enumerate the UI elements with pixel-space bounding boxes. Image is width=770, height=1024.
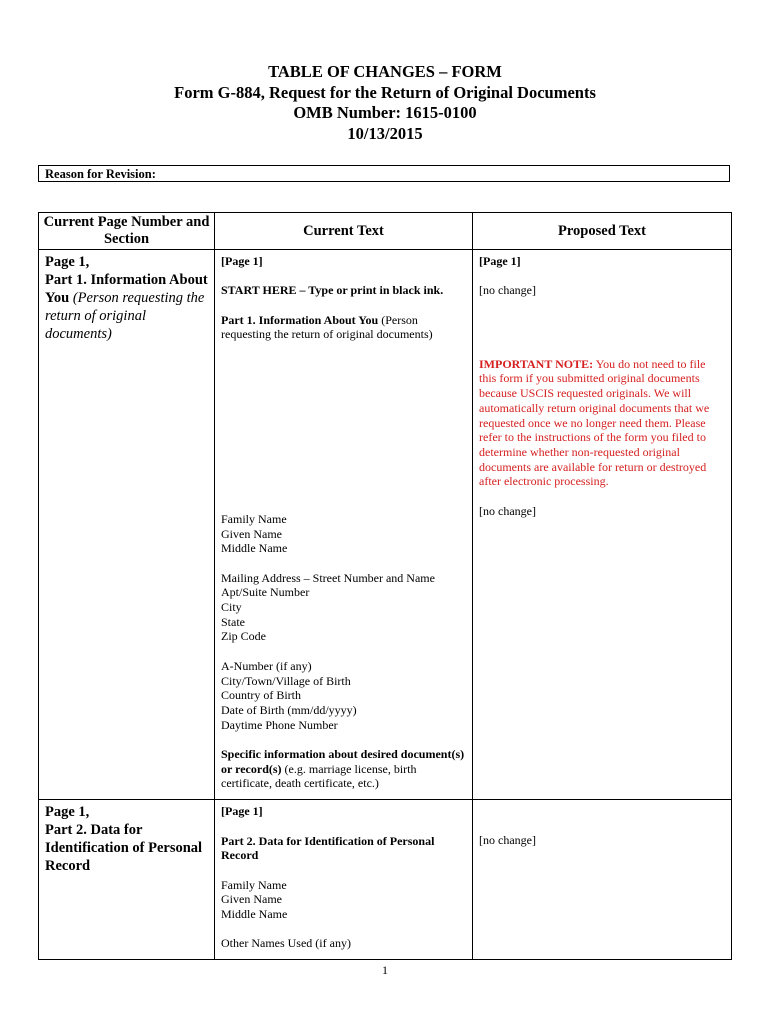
list-item: Zip Code — [221, 629, 266, 644]
doc-title: TABLE OF CHANGES – FORM — [268, 62, 502, 81]
current-text-cell — [215, 250, 473, 800]
col-header-current: Current Text — [215, 213, 473, 250]
list-item: Middle Name — [221, 907, 288, 922]
no-change-label: [no change] — [479, 283, 536, 298]
section-subtitle: (Person requesting the return of original documents) — [45, 290, 205, 342]
col-header-proposed: Proposed Text — [473, 213, 732, 250]
section-page: Page 1, — [45, 804, 90, 821]
list-item: Given Name — [221, 526, 282, 541]
other-names-line: Other Names Used (if any) — [221, 936, 351, 951]
list-item: City/Town/Village of Birth — [221, 673, 351, 688]
section-page: Page 1, — [45, 254, 90, 270]
section-cell — [39, 250, 215, 800]
list-item: Country of Birth — [221, 688, 301, 703]
list-item: Family Name — [221, 511, 287, 526]
list-item: Family Name — [221, 877, 287, 892]
specific-info-block — [221, 747, 466, 791]
list-item: City — [221, 600, 242, 615]
list-item: Daytime Phone Number — [221, 717, 338, 732]
omb-number: OMB Number: 1615-0100 — [293, 103, 477, 122]
section-cell — [39, 800, 215, 960]
address-block — [221, 571, 466, 645]
list-item: Mailing Address – Street Number and Name — [221, 570, 435, 585]
current-text-cell — [215, 800, 473, 960]
changes-table — [38, 212, 732, 960]
list-item: State — [221, 614, 245, 629]
spacer — [221, 357, 466, 512]
current-page-tag: [Page 1] — [221, 804, 263, 819]
spacer — [479, 313, 725, 357]
part1-heading-bold: Part 1. Information About You — [221, 312, 379, 327]
spacer — [479, 804, 725, 833]
reason-for-revision-box — [38, 165, 730, 182]
table-row — [39, 800, 732, 960]
specific-info-bold: Specific information about desired document(s) or record(s) — [221, 747, 465, 776]
proposed-text-cell — [473, 800, 732, 960]
part2-heading: Part 2. Data for Identification of Personal Record — [221, 833, 435, 863]
start-here-text: START HERE – Type or print in black ink. — [221, 283, 444, 298]
page-number: 1 — [382, 963, 388, 977]
list-item: Middle Name — [221, 541, 288, 556]
important-note — [479, 357, 725, 489]
section-title: Part 2. Data for Identification of Personal Record — [45, 822, 203, 875]
section-title-wrap — [45, 271, 208, 343]
current-page-tag: [Page 1] — [221, 254, 263, 268]
no-change-label: [no change] — [479, 503, 536, 518]
proposed-page-tag: [Page 1] — [479, 254, 521, 268]
names-block — [221, 878, 466, 922]
list-item: Given Name — [221, 892, 282, 907]
document-header — [0, 62, 770, 144]
proposed-text-cell — [473, 250, 732, 800]
doc-date: 10/13/2015 — [347, 123, 423, 143]
list-item: Apt/Suite Number — [221, 585, 310, 600]
reason-label: Reason for Revision: — [45, 167, 156, 181]
part1-heading-rest: (Person requesting the return of original documents) — [221, 312, 433, 342]
list-item: A-Number (if any) — [221, 658, 312, 673]
section-title: Part 1. Information About You — [45, 272, 208, 306]
list-item: Date of Birth (mm/dd/yyyy) — [221, 702, 357, 717]
part1-heading — [221, 313, 466, 342]
important-note-label: IMPORTANT NOTE: — [479, 356, 594, 371]
names-block — [221, 512, 466, 556]
no-change-label: [no change] — [479, 833, 536, 848]
important-note-text: You do not need to file this form if you submitted original documents because USCIS requested originals. We will automatically return original documents that we requested once we no longer need them. Please refer to the instructions of the form you filed to determine whether non-requested original documents are available for return or destroyed after electronic processing. — [479, 356, 710, 489]
specific-info-rest: (e.g. marriage license, birth certificate, death certificate, etc.) — [221, 761, 417, 791]
other-info-block — [221, 659, 466, 733]
form-name: Form G-884, Request for the Return of Original Documents — [174, 82, 596, 102]
table-header-row — [39, 213, 732, 250]
table-row — [39, 250, 732, 800]
col-header-section: Current Page Number and Section — [39, 213, 215, 250]
